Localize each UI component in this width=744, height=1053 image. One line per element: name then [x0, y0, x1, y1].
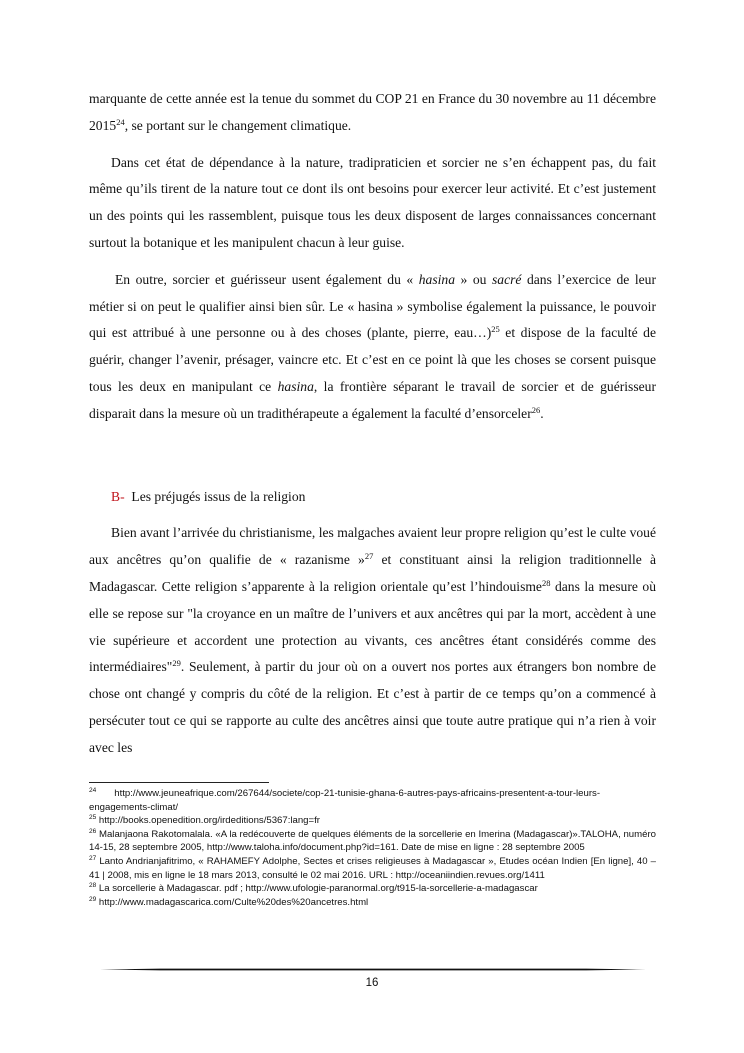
footer-divider-shape: [100, 968, 646, 971]
footnote-number: 29: [89, 895, 97, 903]
section-letter: B-: [111, 488, 125, 504]
text-run: et constituant ainsi la religion traditionnelle à Madagascar. Cette religion s’apparente à la religion orientale qu’est l’hindouisme: [89, 552, 657, 594]
footnote-ref-26[interactable]: 26: [531, 404, 541, 415]
footnote-link[interactable]: http://books.openedition.org/irdeditions/5367:lang=fr: [98, 815, 320, 827]
italic-term-sacre: sacré: [491, 271, 522, 287]
italic-term-hasina: hasina: [418, 271, 456, 287]
text-run: dans la mesure où elle se repose sur "la croyance en un maître de l’univers et aux ancêtres qui par la mort, accèdent à une vie supérieure et accordent une protection au vivants, ces ancêtres étant considérés comme des intermédiaires": [89, 578, 656, 675]
page-number: 16: [365, 977, 379, 989]
footnotes: [89, 787, 656, 909]
paragraph-religion: [89, 520, 656, 761]
text-run: dans l’exercice de leur métier si on peut le qualifier ainsi bien sûr. Le « hasina » symbolise également la puissance, le pouvoir qui est attribué à une personne ou à des choses (plante, pierre, eau…): [89, 271, 656, 341]
text-run: , se portant sur le changement climatique.: [124, 117, 352, 133]
section-heading: [111, 484, 656, 511]
footnote-ref-24[interactable]: 24: [116, 116, 125, 127]
page-body: [89, 86, 656, 762]
footnote-separator: [89, 782, 269, 783]
text-run: et dispose de la faculté de guérir, changer l’avenir, présager, vaincre etc. Et c’est en ce point là que les choses se corsent puisque tous les deux en manipulant ce: [89, 325, 656, 394]
text-run: . Seulement, à partir du jour où on a ouvert nos portes aux étrangers bon nombre de chose ont changé y compris du côté de la religion. Et c’est à partir de ce temps qu’on a commencé à persécuter tout ce qui se rapporte au culte des ancêtres ainsi que toute autre pratique qui n’a rien à voir avec les: [89, 659, 656, 755]
paragraph-hasina: [89, 267, 656, 428]
text-run: En outre, sorcier et guérisseur usent également du «: [115, 271, 419, 287]
section-title: Les préjugés issus de la religion: [131, 488, 306, 504]
footnote-link[interactable]: http://www.madagascarica.com/Culte%20des%20ancetres.html: [98, 896, 369, 908]
footnote-28: [89, 882, 656, 896]
footnote-text: Malanjaona Rakotomalala. «A la redécouverte de quelques éléments de la sorcellerie en Imerina (Madagascar)».TALOHA, numéro 14-15, 28 septembre 2005, http://www.taloha.info/document.php?id=161. Date de mise en ligne : 28 septembre 2005: [89, 828, 657, 854]
footnote-ref-25[interactable]: 25: [491, 324, 500, 335]
footnote-number: 25: [89, 814, 97, 822]
italic-term-hasina: hasina: [277, 378, 314, 394]
footnote-25: [89, 814, 656, 828]
footnote-number: 26: [89, 827, 97, 835]
footnote-number: 28: [89, 882, 97, 890]
footnote-29: [89, 896, 656, 910]
text-run: , la frontière séparant le travail de sorcier et de guérisseur disparait dans la mesure où un tradithérapeute a également la faculté d’ensorceler: [89, 378, 656, 421]
footer-divider: [100, 968, 646, 971]
footnote-number: 24: [89, 787, 97, 794]
footnote-27: [89, 855, 656, 882]
footnote-link[interactable]: http://www.jeuneafrique.com/267644/societe/cop-21-tunisie-ghana-6-autres-pays-africains-presentent-a-tour-leurs-engagements-climat/: [89, 788, 601, 813]
text-run: » ou: [455, 271, 492, 287]
paragraph-cop21: [89, 86, 656, 140]
footnote-text: La sorcellerie à Madagascar. pdf ; http://www.ufologie-paranormal.org/t915-la-sorcellerie-a-madagascar: [98, 883, 538, 895]
text-run: marquante de cette année est la tenue du sommet du COP 21 en France du 30 novembre au 11 décembre 2015: [89, 91, 656, 133]
text-run: .: [540, 405, 544, 421]
text-run: Bien avant l’arrivée du christianisme, les malgaches avaient leur propre religion qu’est le culte voué aux ancêtres qu’on qualifie de « razanisme »: [89, 525, 656, 568]
footnote-ref-27[interactable]: 27: [364, 551, 374, 562]
footnote-24: [89, 787, 656, 814]
footnote-number: 27: [89, 854, 97, 862]
footnote-text: Lanto Andrianjafitrimo, « RAHAMEFY Adolphe, Sectes et crises religieuses à Madagascar », Etudes océan Indien [En ligne], 40 – 41 | 2008, mis en ligne le 18 mars 2013, consulté le 02 mai 2016. URL : http://oceaniindien.revues.org/1411: [89, 855, 656, 881]
footnote-ref-28[interactable]: 28: [541, 577, 551, 588]
footnote-26: [89, 828, 656, 855]
paragraph-dependance: Dans cet état de dépendance à la nature, tradipraticien et sorcier ne s’en échappent pas, du fait même qu’ils tirent de la nature tout ce dont ils ont besoins pour exercer leur activité. Et c’est justement un des points qui les rassemblent, puisque tous les deux disposent de larges connaissances concernant surtout la botanique et les manipulent chacun à leur guise.: [89, 154, 656, 250]
footnote-ref-29[interactable]: 29: [172, 658, 181, 669]
